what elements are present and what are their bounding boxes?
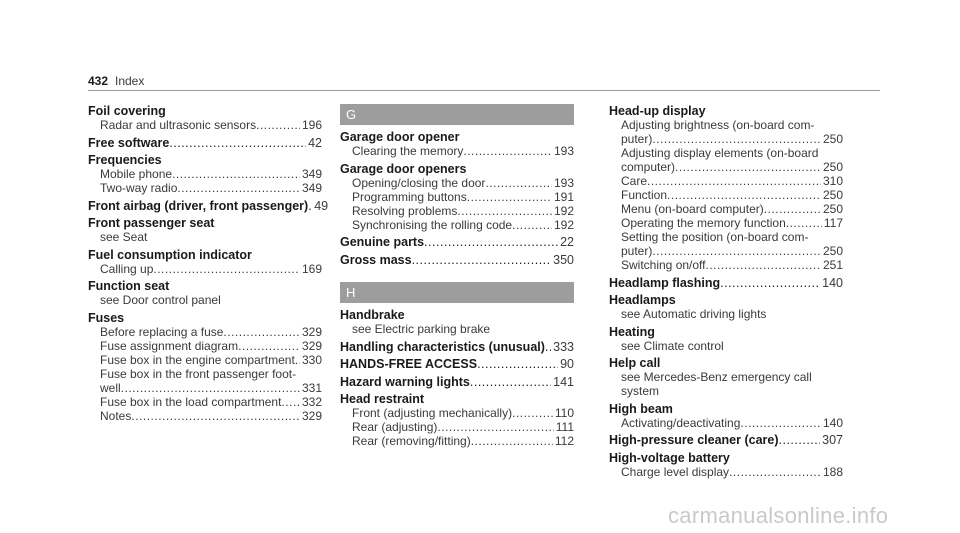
page-ref[interactable]: 196 [301,118,322,132]
dot-leader [779,433,821,447]
index-entry [340,235,574,249]
page-ref[interactable]: 250 [822,202,843,216]
index-entry [609,356,843,398]
index-term: Handbrake [340,308,405,322]
dot-leader [652,132,821,146]
index-term: Fuses [88,310,125,325]
index-term-row [340,235,574,249]
page-ref[interactable]: 307 [822,433,843,447]
index-subentry [88,381,322,395]
dot-leader [463,144,552,158]
subentry-label: Opening/closing the door [352,175,486,190]
index-subentry [340,218,574,232]
index-entry [340,162,574,232]
dot-leader [223,325,300,339]
subentry-label: Synchronising the rolling code [352,217,513,232]
page-ref[interactable]: 22 [560,235,574,249]
subentry-label: Front (adjusting mechanically) [352,406,513,420]
index-subentry [609,202,843,216]
index-subentry [609,258,843,272]
index-entry [609,276,843,290]
index-term-row [609,433,843,447]
dot-leader [786,216,822,230]
index-subentry [340,204,574,218]
subentry-label: Radar and ultrasonic sensors [100,118,257,132]
subentry-label: Clearing the memory [352,144,464,158]
index-subentry [88,118,322,132]
index-term: Garage door openers [340,161,467,176]
index-subentry [88,181,322,195]
spacer [340,270,574,282]
index-term-row [609,276,843,290]
index-column-3 [609,104,843,482]
index-term: Head-up display [609,104,706,118]
index-term: High beam [609,401,673,416]
subentry-label: Calling up [100,261,154,276]
dot-leader [131,409,300,423]
dot-leader [729,465,821,479]
subentry-label: Function [621,188,668,202]
index-entry [340,392,574,448]
letter-heading-g: G [340,104,574,125]
index-term: Function seat [88,279,170,293]
page-ref[interactable]: 193 [553,144,574,158]
index-entry [609,104,843,272]
index-entry [609,402,843,430]
index-term: Headlamp flashing [609,275,721,290]
dot-leader [121,381,300,395]
page-ref[interactable]: 349 [301,181,322,195]
index-entry [340,308,574,336]
index-entry [88,153,322,195]
page-ref[interactable]: 349 [301,167,322,181]
page-ref[interactable]: 191 [553,189,574,204]
index-term: Fuel consumption indicator [88,247,252,262]
subentry-label: computer) [621,160,676,174]
subentry-label: Fuse assignment diagram [100,338,239,353]
index-subentry [88,339,322,353]
subentry-label: puter) [621,244,653,258]
index-entry [340,340,574,354]
watermark: carmanualsonline.info [668,503,889,528]
index-subentry [609,132,843,146]
dot-leader [172,167,300,181]
index-entry [88,136,322,150]
index-entry [88,216,322,244]
dot-leader [424,235,558,249]
index-entry [88,104,322,132]
dot-leader [471,434,553,448]
dot-leader [740,416,821,430]
page-ref[interactable]: 193 [553,175,574,190]
index-term: Frequencies [88,153,162,167]
index-entry [340,375,574,389]
index-term-row [88,198,329,213]
page-ref[interactable]: 90 [560,357,574,371]
page-ref[interactable]: 310 [822,174,843,188]
index-entry [609,325,843,353]
page-ref[interactable]: 140 [822,275,843,290]
index-term-row [88,136,322,150]
dot-leader [706,258,821,272]
index-entry [340,253,574,267]
index-subentry [609,465,843,479]
dot-leader [512,218,552,232]
subentry-label: Programming buttons [352,189,467,204]
index-subentry [609,174,843,188]
subentry-label: Switching on/off [621,258,706,272]
dot-leader [238,339,300,353]
index-entry [88,311,322,423]
subentry-label: Mobile phone [100,167,173,181]
page-ref[interactable]: 251 [822,258,843,272]
dot-leader [467,190,552,204]
dot-leader [281,395,300,409]
index-subentry [340,420,574,434]
dot-leader [470,375,551,389]
index-term: High-voltage battery [609,450,730,465]
index-subentry [88,262,322,276]
page-ref[interactable]: 250 [822,132,843,146]
index-term-row [340,375,574,389]
dot-leader [412,253,552,267]
index-subentry [88,409,322,423]
index-subentry [609,216,843,230]
index-column-1 [88,104,329,426]
index-term: Hazard warning lights [340,374,470,389]
dot-leader [675,160,821,174]
see-reference[interactable]: see Door control panel [100,293,221,307]
index-term: Handling characteristics (unusual) [340,339,545,354]
index-entry [609,433,843,447]
dot-leader [169,136,306,150]
index-term: Help call [609,356,661,370]
page-ref[interactable]: 188 [822,464,843,479]
dot-leader [256,118,300,132]
index-term: Front airbag (driver, front passenger) [88,198,309,213]
page-ref[interactable]: 192 [553,217,574,232]
dot-leader [177,181,300,195]
index-subentry [609,160,843,174]
index-term: HANDS-FREE ACCESS [340,357,478,371]
index-subentry [340,434,574,448]
subentry-label: puter) [621,132,653,146]
page-ref[interactable]: 250 [822,160,843,174]
see-reference[interactable]: see Mercedes-Benz emergency call system [621,370,812,398]
page-ref[interactable]: 111 [555,420,574,434]
index-column-2 [340,104,574,452]
page-ref[interactable]: 330 [301,352,322,367]
subentry-label: Notes [100,408,132,423]
index-term: Garage door opener [340,130,460,144]
page-ref[interactable]: 141 [553,374,574,389]
index-subentry [88,167,322,181]
index-subentry [609,188,843,202]
page-ref[interactable]: 332 [301,394,322,409]
index-subentry [340,176,574,190]
subentry-label: Activating/deactivating [621,415,741,430]
index-term: Head restraint [340,392,425,406]
subentry-label: Before replacing a fuse [100,324,224,339]
index-term-row [340,253,574,267]
index-subentry [340,190,574,204]
index-term: Headlamps [609,293,676,307]
see-reference[interactable]: see Automatic driving lights [621,307,767,321]
subentry-label: Adjusting display elements (on-board [621,146,819,160]
index-entry [609,451,843,479]
page-ref[interactable]: 250 [822,188,843,202]
page-ref[interactable]: 331 [301,380,322,395]
subentry-label: Fuse box in the load compartment [100,394,282,409]
subentry-label: Resolving problems [352,203,458,218]
see-reference[interactable]: see Electric parking brake [352,322,491,336]
index-term-row [340,357,574,371]
letter-heading-h: H [340,282,574,303]
subentry-label: Adjusting brightness (on-board com- [621,118,815,132]
page-ref[interactable]: 49 [314,198,329,213]
index-entry [88,248,322,276]
index-subentry [609,416,843,430]
page-ref[interactable]: 110 [554,406,574,420]
subentry-label: Two-way radio [100,181,178,195]
page-ref[interactable]: 329 [301,408,322,423]
index-term: Heating [609,324,655,339]
index-term: Free software [88,135,170,150]
page-ref[interactable]: 333 [553,339,574,354]
dot-leader [764,202,821,216]
index-term: Front passenger seat [88,216,215,230]
index-entry [88,279,322,307]
dot-leader [477,357,558,371]
subentry-label: Menu (on-board computer) [621,202,764,216]
index-term-row [340,340,574,354]
page-ref[interactable]: 169 [301,261,322,276]
dot-leader [652,244,821,258]
subentry-label: Rear (removing/fitting) [352,434,471,448]
subentry-label: Care [621,174,648,188]
subentry-label: well [100,380,121,395]
page-header [88,74,880,92]
subentry-label: Setting the position (on-board com- [621,230,809,244]
index-entry [340,357,574,371]
index-subentry [340,144,574,158]
page-ref[interactable]: 192 [553,203,574,218]
dot-leader [512,406,553,420]
subentry-label: Fuse box in the front passenger foot- [100,366,297,381]
index-subentry [88,325,322,339]
page-ref[interactable]: 250 [822,244,843,258]
page-ref[interactable]: 117 [823,216,843,230]
dot-leader [153,262,300,276]
index-subentry [88,395,322,409]
header-divider [88,90,880,91]
index-entry [609,293,843,321]
see-reference[interactable]: see Climate control [621,338,724,353]
dot-leader [437,420,553,434]
index-subentry [609,244,843,258]
page-ref[interactable]: 42 [308,135,322,150]
dot-leader [457,204,552,218]
dot-leader [647,174,821,188]
section-title: Index [115,74,145,88]
page-ref[interactable]: 112 [554,434,574,448]
index-subentry [340,406,574,420]
index-subentry [88,353,322,367]
page-ref[interactable]: 329 [301,324,322,339]
dot-leader [485,176,552,190]
page-ref[interactable]: 350 [553,252,574,267]
page-ref[interactable]: 140 [822,415,843,430]
dot-leader [720,276,820,290]
subentry-label: Operating the memory function [621,216,786,230]
index-term: Foil covering [88,104,166,118]
dot-leader [667,188,821,202]
subentry-label: Fuse box in the engine compartment [100,352,295,367]
index-term: Genuine parts [340,235,425,249]
see-reference[interactable]: see Seat [100,230,148,244]
subentry-label: Charge level display [621,464,730,479]
index-term: Gross mass [340,252,412,267]
index-entry [340,130,574,158]
page-number: 432 [88,74,109,88]
index-entry [88,198,329,213]
page-ref[interactable]: 329 [301,338,322,353]
subentry-label: Rear (adjusting) [352,420,438,434]
index-term: High-pressure cleaner (care) [609,433,779,447]
